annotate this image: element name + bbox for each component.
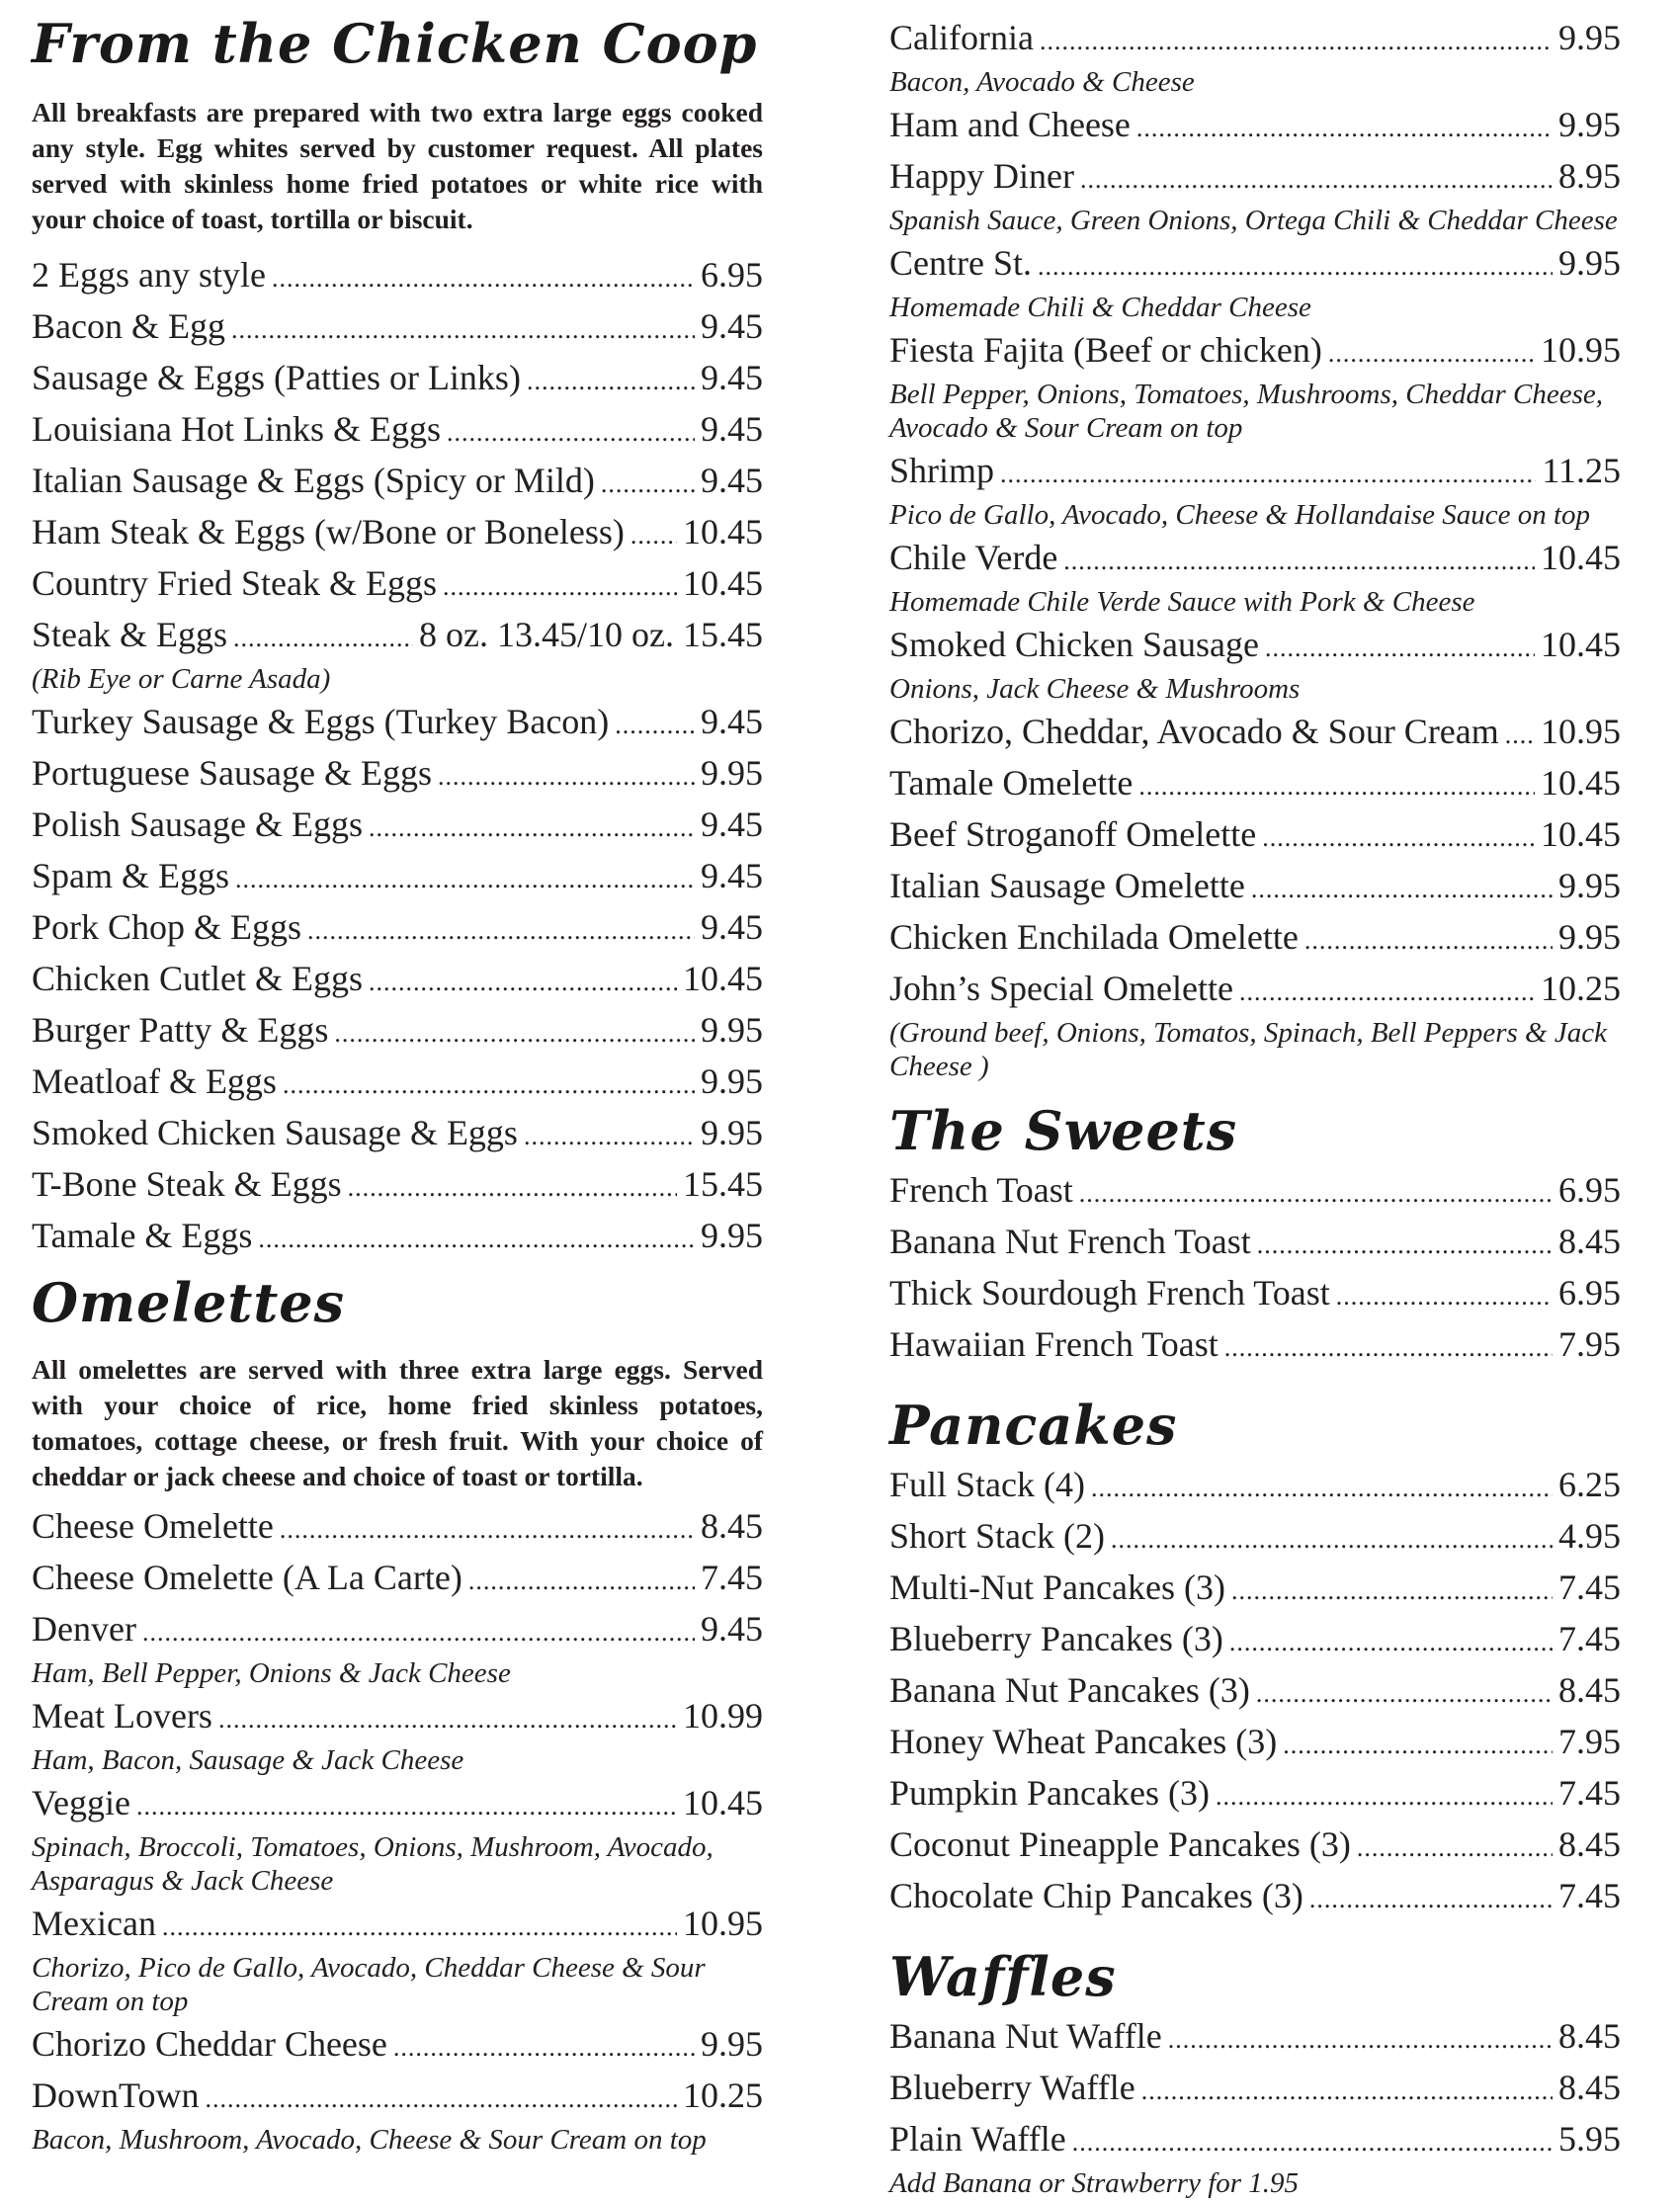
menu-item-name: Banana Nut Pancakes (3): [889, 1670, 1250, 1710]
dot-leader: [218, 1692, 677, 1743]
menu-item: [32, 955, 763, 1006]
menu-item-name: Chorizo Cheddar Cheese: [32, 2024, 387, 2064]
menu-item: [32, 1605, 763, 1656]
menu-item-description: Homemade Chili & Cheddar Cheese: [889, 292, 1311, 323]
menu-item-name: Blueberry Waffle: [889, 2068, 1135, 2107]
menu-item-description: Ham, Bacon, Sausage & Jack Cheese: [32, 1744, 464, 1776]
menu-item-name: Mexican: [32, 1904, 156, 1943]
menu-item-price: 9.95: [1558, 917, 1621, 957]
menu-item: [32, 1212, 763, 1263]
menu-item-name: Tamale & Eggs: [32, 1216, 253, 1255]
dot-leader: [1257, 1218, 1553, 1269]
dot-leader: [1304, 913, 1553, 965]
menu-item-description: Spinach, Broccoli, Tomatoes, Onions, Mushroom, Avocado, Asparagus & Jack Cheese: [32, 1831, 714, 1897]
dot-leader: [1224, 1320, 1553, 1372]
dot-leader: [1072, 2115, 1553, 2166]
menu-item-name: Coconut Pineapple Pancakes (3): [889, 1824, 1351, 1864]
menu-item-name: Tamale Omelette: [889, 763, 1134, 803]
section-intro-omelettes: All omelettes are served with three extra large eggs. Served with your choice of rice, home fried skinless potatoes, tomatoes, cottage cheese, or fresh fruit. With your choice of cheddar or jack cheese and choice of toast or tortilla.: [32, 1354, 763, 1491]
menu-item-price: 9.45: [701, 306, 763, 346]
dot-leader: [1336, 1269, 1553, 1320]
dot-leader: [1111, 1512, 1553, 1564]
section-title-chicken-coop: From the Chicken Coop: [32, 12, 758, 75]
dot-leader: [1168, 2012, 1553, 2064]
menu-item: [889, 1615, 1621, 1666]
menu-item: [889, 326, 1621, 378]
menu-item: [32, 852, 763, 903]
menu-item: [889, 1269, 1621, 1320]
dot-leader: [615, 698, 695, 749]
menu-item-name: Turkey Sausage & Eggs (Turkey Bacon): [32, 702, 610, 741]
dot-leader: [1000, 447, 1536, 498]
section-title-waffles: Waffles: [889, 1945, 1117, 2008]
dot-leader: [1229, 1615, 1553, 1666]
dot-leader: [369, 801, 695, 852]
menu-item-name: Smoked Chicken Sausage & Eggs: [32, 1113, 518, 1152]
menu-item: [32, 302, 763, 354]
dot-leader: [1141, 2064, 1553, 2115]
menu-item: [32, 354, 763, 405]
menu-item-name: Chorizo, Cheddar, Avocado & Sour Cream: [889, 712, 1499, 751]
menu-item-name: Bacon & Egg: [32, 306, 225, 346]
menu-item-price: 6.95: [1558, 1273, 1621, 1313]
menu-item-name: Thick Sourdough French Toast: [889, 1273, 1330, 1313]
menu-item: [889, 1821, 1621, 1872]
menu-item-name: Chicken Enchilada Omelette: [889, 917, 1299, 957]
dot-leader: [235, 852, 695, 903]
menu-item-name: Portuguese Sausage & Eggs: [32, 753, 432, 793]
menu-item-description: (Rib Eye or Carne Asada): [32, 663, 331, 695]
dot-leader: [162, 1900, 677, 1951]
menu-item: [889, 1218, 1621, 1269]
dot-leader: [1038, 239, 1553, 291]
omelettes-continued-list: [889, 14, 1621, 1083]
menu-item-price: 6.95: [701, 255, 763, 295]
menu-item-name: Cheese Omelette (A La Carte): [32, 1558, 462, 1597]
menu-item-name: John’s Special Omelette: [889, 969, 1233, 1008]
dot-leader: [1136, 101, 1553, 152]
menu-item: [889, 965, 1621, 1016]
menu-item: [32, 559, 763, 611]
menu-item-name: Chocolate Chip Pancakes (3): [889, 1876, 1303, 1915]
menu-item-name: Blueberry Pancakes (3): [889, 1619, 1223, 1658]
menu-item-name: Honey Wheat Pancakes (3): [889, 1722, 1278, 1761]
omelettes-list: [32, 1502, 763, 2157]
menu-item: [32, 2020, 763, 2072]
menu-item-price: 11.25: [1542, 451, 1621, 490]
right-column: [889, 0, 1621, 2202]
dot-leader: [348, 1160, 677, 1212]
dot-leader: [231, 302, 695, 354]
dot-leader: [1063, 534, 1535, 585]
menu-item-name: Hawaiian French Toast: [889, 1324, 1218, 1364]
menu-item-description: Bacon, Avocado & Cheese: [889, 66, 1195, 98]
menu-item-price: 10.95: [1541, 712, 1621, 751]
menu-item-price: 9.45: [701, 856, 763, 895]
dot-leader: [369, 955, 677, 1006]
menu-item-price: 10.45: [683, 563, 763, 603]
menu-item: [32, 1692, 763, 1743]
dot-leader: [1080, 152, 1553, 204]
dot-leader: [438, 749, 695, 801]
menu-item-price: 8.45: [1558, 1670, 1621, 1710]
menu-item: [889, 2064, 1621, 2115]
dot-leader: [334, 1006, 695, 1058]
menu-item-name: Italian Sausage & Eggs (Spicy or Mild): [32, 461, 595, 500]
menu-item-price: 9.95: [1558, 105, 1621, 144]
menu-item: [32, 698, 763, 749]
menu-item: [889, 2012, 1621, 2064]
menu-item: [889, 1461, 1621, 1512]
waffles-note: Add Banana or Strawberry for 1.95: [889, 2167, 1300, 2199]
menu-item-price: 9.45: [701, 409, 763, 449]
menu-item: [32, 801, 763, 852]
menu-item-price: 9.95: [701, 1061, 763, 1101]
menu-item: [889, 447, 1621, 498]
dot-leader: [527, 354, 695, 405]
menu-item: [889, 1718, 1621, 1769]
dot-leader: [1231, 1564, 1553, 1615]
menu-item-price: 7.95: [1558, 1722, 1621, 1761]
dot-leader: [1283, 1718, 1553, 1769]
menu-item: [32, 1779, 763, 1830]
menu-item-price: 9.95: [701, 1113, 763, 1152]
menu-item-name: Veggie: [32, 1783, 130, 1822]
menu-item-name: Meat Lovers: [32, 1696, 212, 1736]
dot-leader: [1138, 759, 1535, 810]
menu-item-description: Bell Pepper, Onions, Tomatoes, Mushrooms, Cheddar Cheese, Avocado & Sour Cream on top: [889, 379, 1604, 444]
menu-item: [32, 749, 763, 801]
menu-item: [32, 405, 763, 457]
menu-item-price: 9.95: [701, 1010, 763, 1050]
menu-item-name: Smoked Chicken Sausage: [889, 625, 1259, 664]
left-column: [32, 0, 763, 2159]
menu-item-price: 8.95: [1558, 156, 1621, 196]
menu-item-price: 8.45: [1558, 2068, 1621, 2107]
menu-item-price: 6.95: [1558, 1170, 1621, 1210]
menu-item-price: 10.45: [683, 512, 763, 551]
menu-item-price: 7.45: [1558, 1876, 1621, 1915]
section-title-omelettes: Omelettes: [32, 1271, 346, 1334]
menu-item-price: 8.45: [701, 1506, 763, 1546]
menu-item-name: Burger Patty & Eggs: [32, 1010, 329, 1050]
menu-item-name: California: [889, 18, 1034, 57]
dot-leader: [524, 1109, 695, 1160]
section-intro-chicken-coop: All breakfasts are prepared with two extra large eggs cooked any style. Egg whites served by customer request. All plates served with skinless home fried potatoes or white rice with your choice of toast, tortilla or biscuit.: [32, 97, 763, 234]
menu-item: [889, 1872, 1621, 1923]
dot-leader: [1328, 326, 1535, 378]
section-title-sweets: The Sweets: [889, 1099, 1238, 1162]
menu-item-name: Spam & Eggs: [32, 856, 230, 895]
menu-item-price: 9.45: [701, 907, 763, 947]
dot-leader: [142, 1605, 695, 1656]
dot-leader: [205, 2072, 677, 2123]
menu-item-price: 10.95: [1541, 330, 1621, 370]
menu-item-name: DownTown: [32, 2075, 200, 2115]
menu-item: [889, 913, 1621, 965]
menu-item: [889, 1320, 1621, 1372]
menu-item-price: 6.25: [1558, 1465, 1621, 1504]
menu-item: [889, 152, 1621, 204]
menu-item-price: 5.95: [1558, 2119, 1621, 2159]
menu-item-price: 9.95: [1558, 866, 1621, 905]
chicken-coop-list: [32, 251, 763, 1263]
dot-leader: [272, 251, 695, 302]
dot-leader: [258, 1212, 695, 1263]
menu-item-name: Short Stack (2): [889, 1516, 1105, 1556]
menu-item-price: 9.95: [1558, 243, 1621, 283]
dot-leader: [1251, 862, 1553, 913]
menu-item-description: Ham, Bell Pepper, Onions & Jack Cheese: [32, 1657, 511, 1689]
menu-item: [32, 1554, 763, 1605]
menu-item-price: 10.45: [1541, 763, 1621, 803]
dot-leader: [601, 457, 695, 508]
dot-leader: [1357, 1821, 1553, 1872]
menu-item-name: 2 Eggs any style: [32, 255, 266, 295]
menu-item-price: 10.45: [1541, 538, 1621, 577]
section-title-pancakes: Pancakes: [889, 1394, 1178, 1457]
menu-item-name: Chicken Cutlet & Eggs: [32, 959, 363, 998]
menu-item: [889, 708, 1621, 759]
menu-item: [32, 1109, 763, 1160]
menu-item: [32, 1502, 763, 1554]
menu-item-name: Cheese Omelette: [32, 1506, 274, 1546]
menu-item-name: Fiesta Fajita (Beef or chicken): [889, 330, 1322, 370]
menu-item: [889, 14, 1621, 65]
menu-item-name: Pork Chop & Eggs: [32, 907, 302, 947]
menu-item: [32, 1160, 763, 1212]
menu-item-price: 10.99: [683, 1696, 763, 1736]
menu-item: [32, 251, 763, 302]
menu-item-price: 9.95: [701, 2024, 763, 2064]
waffles-list: [889, 2012, 1621, 2166]
menu-item-name: Multi-Nut Pancakes (3): [889, 1567, 1225, 1607]
menu-item-name: Pumpkin Pancakes (3): [889, 1773, 1210, 1813]
menu-item-description: Bacon, Mushroom, Avocado, Cheese & Sour Cream on top: [32, 2124, 707, 2156]
menu-item-price: 9.45: [701, 1609, 763, 1649]
menu-item-description: (Ground beef, Onions, Tomatos, Spinach, Bell Peppers & Jack Cheese ): [889, 1017, 1607, 1082]
menu-item-name: Italian Sausage Omelette: [889, 866, 1245, 905]
menu-item: [32, 508, 763, 559]
menu-item-price: 8.45: [1558, 1222, 1621, 1261]
menu-item: [889, 1769, 1621, 1821]
menu-item-price: 7.45: [701, 1558, 763, 1597]
dot-leader: [393, 2020, 695, 2072]
menu-item-price: 4.95: [1558, 1516, 1621, 1556]
menu-item: [32, 903, 763, 955]
menu-item: [889, 101, 1621, 152]
menu-item-price: 10.25: [683, 2075, 763, 2115]
dot-leader: [1256, 1666, 1553, 1718]
menu-item-name: Ham and Cheese: [889, 105, 1131, 144]
menu-item-name: Shrimp: [889, 451, 995, 490]
menu-item-name: Sausage & Eggs (Patties or Links): [32, 358, 521, 397]
menu-item-description: Pico de Gallo, Avocado, Cheese & Hollandaise Sauce on top: [889, 499, 1591, 531]
menu-item: [889, 1512, 1621, 1564]
menu-item-name: Happy Diner: [889, 156, 1074, 196]
dot-leader: [283, 1058, 695, 1109]
menu-item-name: Chile Verde: [889, 538, 1058, 577]
menu-item-name: Louisiana Hot Links & Eggs: [32, 409, 441, 449]
menu-item-price: 9.45: [701, 702, 763, 741]
dot-leader: [280, 1502, 695, 1554]
menu-item: [889, 1666, 1621, 1718]
menu-item-name: Beef Stroganoff Omelette: [889, 814, 1257, 854]
menu-item: [32, 1006, 763, 1058]
menu-item-price: 9.95: [701, 753, 763, 793]
menu-item-name: Denver: [32, 1609, 136, 1649]
dot-leader: [1040, 14, 1553, 65]
menu-item-price: 9.95: [701, 1216, 763, 1255]
dot-leader: [1079, 1166, 1553, 1218]
menu-item: [889, 534, 1621, 585]
menu-item: [32, 457, 763, 508]
menu-item: [32, 611, 763, 662]
menu-item-price: 15.45: [683, 1164, 763, 1204]
dot-leader: [1262, 810, 1535, 862]
menu-item-price: 7.45: [1558, 1773, 1621, 1813]
menu-item: [889, 862, 1621, 913]
menu-item-description: Spanish Sauce, Green Onions, Ortega Chili & Cheddar Cheese: [889, 205, 1618, 236]
menu-item-name: Full Stack (4): [889, 1465, 1085, 1504]
dot-leader: [630, 508, 677, 559]
menu-item-description: Homemade Chile Verde Sauce with Pork & Cheese: [889, 586, 1475, 618]
menu-item: [889, 759, 1621, 810]
menu-item-price: 9.45: [701, 805, 763, 844]
menu-item-name: Polish Sausage & Eggs: [32, 805, 364, 844]
menu-item-name: Banana Nut French Toast: [889, 1222, 1251, 1261]
menu-item: [32, 2072, 763, 2123]
dot-leader: [1505, 708, 1535, 759]
menu-item-price: 9.45: [701, 461, 763, 500]
menu-item-price: 10.45: [1541, 625, 1621, 664]
dot-leader: [1091, 1461, 1553, 1512]
dot-leader: [136, 1779, 677, 1830]
menu-item-price: 10.45: [683, 1783, 763, 1822]
dot-leader: [307, 903, 695, 955]
menu-item-price: 7.45: [1558, 1619, 1621, 1658]
dot-leader: [1309, 1872, 1553, 1923]
menu-item-description: Chorizo, Pico de Gallo, Avocado, Cheddar Cheese & Sour Cream on top: [32, 1952, 706, 2017]
dot-leader: [1216, 1769, 1553, 1821]
dot-leader: [233, 611, 413, 662]
menu-item-name: Banana Nut Waffle: [889, 2016, 1162, 2056]
pancakes-list: [889, 1461, 1621, 1923]
menu-item: [889, 810, 1621, 862]
menu-item: [889, 239, 1621, 291]
menu-item-name: Country Fried Steak & Eggs: [32, 563, 437, 603]
menu-item: [889, 2115, 1621, 2166]
dot-leader: [468, 1554, 695, 1605]
menu-item-name: T-Bone Steak & Eggs: [32, 1164, 342, 1204]
menu-item-price: 10.25: [1541, 969, 1621, 1008]
menu-item-price: 9.95: [1558, 18, 1621, 57]
menu-item-price: 10.45: [683, 959, 763, 998]
dot-leader: [1265, 621, 1535, 672]
menu-item-name: Meatloaf & Eggs: [32, 1061, 277, 1101]
menu-item: [32, 1058, 763, 1109]
menu-item-name: French Toast: [889, 1170, 1073, 1210]
menu-item-name: Centre St.: [889, 243, 1032, 283]
menu-item: [889, 1166, 1621, 1218]
menu-item-name: Ham Steak & Eggs (w/Bone or Boneless): [32, 512, 625, 551]
menu-item-price: 10.45: [1541, 814, 1621, 854]
menu-item-price: 7.95: [1558, 1324, 1621, 1364]
menu-item: [32, 1900, 763, 1951]
menu-item-price: 8.45: [1558, 2016, 1621, 2056]
menu-item-price: 7.45: [1558, 1567, 1621, 1607]
dot-leader: [447, 405, 695, 457]
menu-item-name: Plain Waffle: [889, 2119, 1066, 2159]
menu-item: [889, 1564, 1621, 1615]
menu-item-price: 8 oz. 13.45/10 oz. 15.45: [419, 615, 763, 654]
dot-leader: [1239, 965, 1535, 1016]
menu-item-price: 10.95: [683, 1904, 763, 1943]
menu-item-price: 9.45: [701, 358, 763, 397]
sweets-list: [889, 1166, 1621, 1372]
menu-item-name: Steak & Eggs: [32, 615, 227, 654]
menu-item-price: 8.45: [1558, 1824, 1621, 1864]
menu-item: [889, 621, 1621, 672]
menu-item-description: Onions, Jack Cheese & Mushrooms: [889, 673, 1301, 705]
dot-leader: [443, 559, 677, 611]
